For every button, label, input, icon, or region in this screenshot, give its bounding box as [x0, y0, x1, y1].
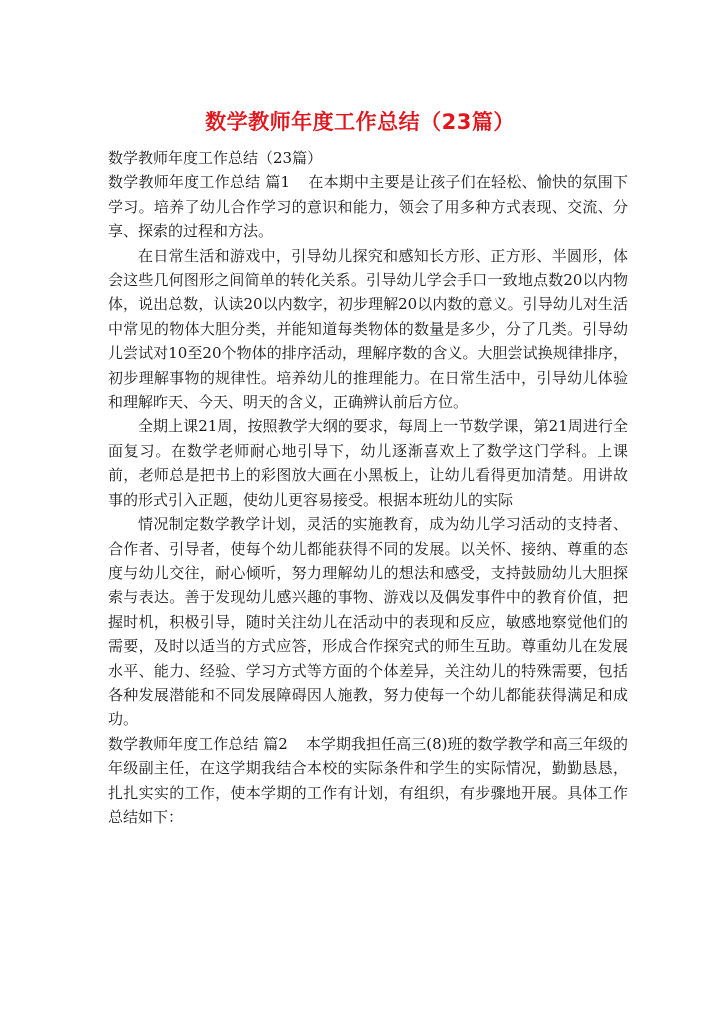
section-1-paragraph: 在日常生活和游戏中，引导幼儿探究和感知长方形、正方形、半圆形，体会这些几何图形之间简单的转化关系。引导幼儿学会手口一致地点数20以内物体，说出总数，认读20以内数字，初步理解20以内数的意义。引导幼儿对生活中常见的物体大胆分类，并能知道每类物体的数量是多少，分了几类。引导幼儿尝试对10至20个物体的排序活动，理解序数的含义。大胆尝试换规律排序，初步理解事物的规律性。培养幼儿的推理能力。在日常生活中，引导幼儿体验和理解昨天、今天、明天的含义，正确辨认前后方位。 [108, 246, 628, 412]
document-subtitle: 数学教师年度工作总结（23篇） [108, 149, 323, 167]
document-body [108, 146, 628, 829]
section-1-lead [108, 170, 628, 243]
document-title: 数学教师年度工作总结（23篇） [205, 110, 515, 134]
section-2-heading: 数学教师年度工作总结 篇2 [108, 734, 288, 753]
section-2-intro: 本学期我担任高三(8)班的数学教学和高三年级的年级副主任，在这学期我结合本校的实际条件和学生的实际情况，勤勤恳恳，扎扎实实的工作，使本学期的工作有计划，有组织，有步骤地开展。具体工作总结如下： [108, 734, 628, 826]
section-1-paragraph: 全期上课21周，按照教学大纲的要求，每周上一节数学课，第21周进行全面复习。在数学老师耐心地引导下，幼儿逐渐喜欢上了数学这门学科。上课前，老师总是把书上的彩图放大画在小黑板上，让幼儿看得更加清楚。用讲故事的形式引入正题，使幼儿更容易接受。根据本班幼儿的实际 [108, 417, 628, 509]
section-1-intro: 在本期中主要是让孩子们在轻松、愉快的氛围下学习。培养了幼儿合作学习的意识和能力，领会了用多种方式表现、交流、分享、探索的过程和方法。 [108, 173, 628, 241]
section-2-lead [108, 732, 628, 830]
section-1-paragraph: 情况制定数学教学计划，灵活的实施教育，成为幼儿学习活动的支持者、合作者、引导者，使每个幼儿都能获得不同的发展。以关怀、接纳、尊重的态度与幼儿交往，耐心倾听，努力理解幼儿的想法和感受，支持鼓励幼儿大胆探索与表达。善于发现幼儿感兴趣的事物、游戏以及偶发事件中的教育价值，把握时机，积极引导，随时关注幼儿在活动中的表现和反应，敏感地察觉他们的需要，及时以适当的方式应答，形成合作探究式的师生互助。尊重幼儿在发展水平、能力、经验、学习方式等方面的个体差异，关注幼儿的特殊需要，包括各种发展潜能和不同发展障碍因人施教，努力使每一个幼儿都能获得满足和成功。 [108, 515, 628, 729]
section-1-heading: 数学教师年度工作总结 篇1 [108, 173, 291, 192]
